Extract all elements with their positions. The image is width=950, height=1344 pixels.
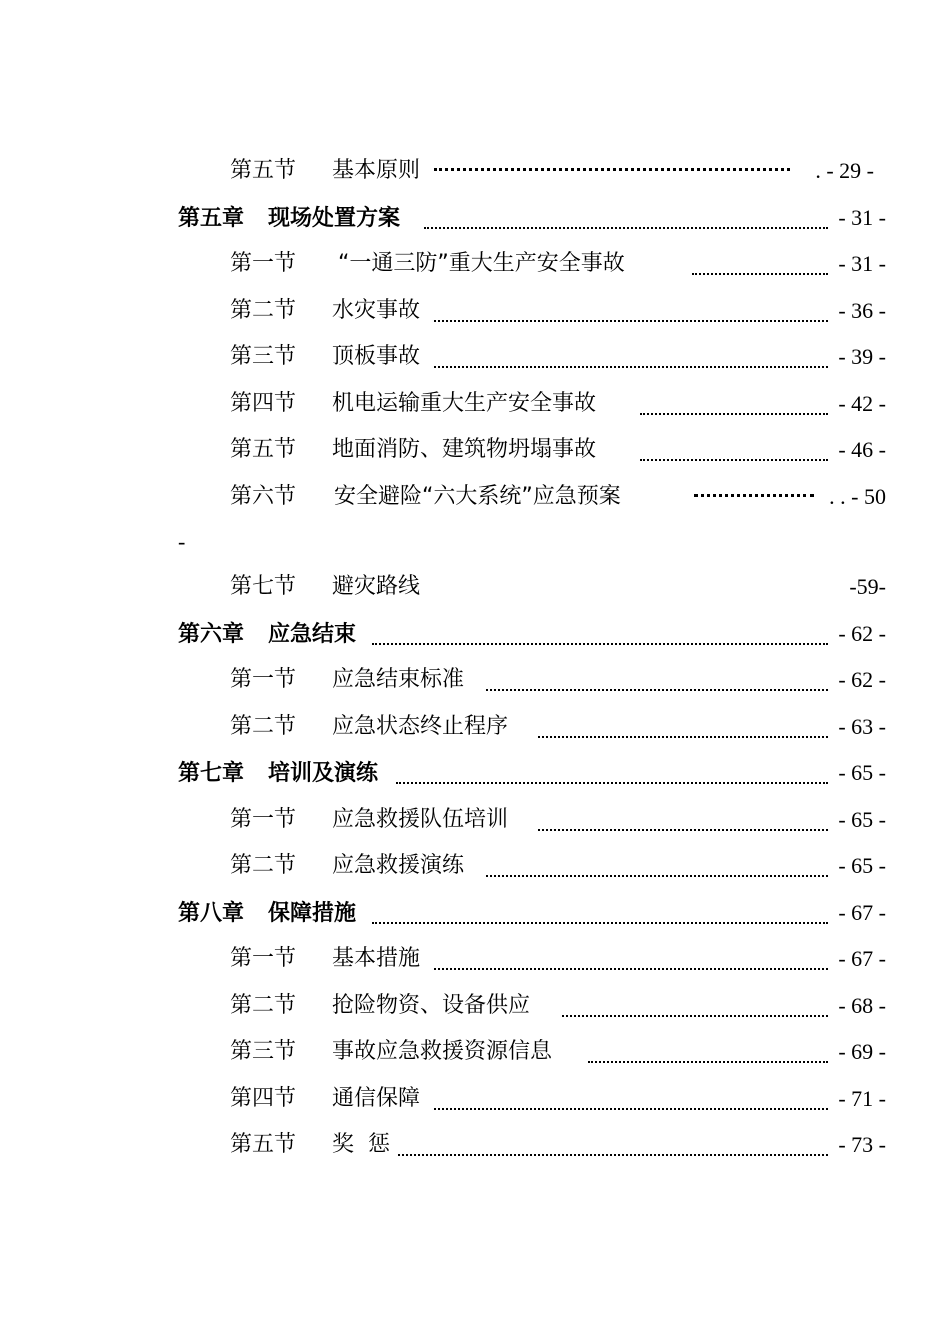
toc-section-title: 事故应急救援资源信息 bbox=[332, 1039, 553, 1065]
toc-section-number: 第一节 bbox=[230, 251, 297, 277]
toc-section-title: 通信保障 bbox=[332, 1085, 421, 1111]
toc-entry[interactable] bbox=[0, 1122, 950, 1169]
toc-page-number: . - 29 - bbox=[815, 158, 874, 184]
toc-section-number: 第二节 bbox=[230, 713, 297, 739]
toc-section-number: 第二节 bbox=[230, 297, 297, 323]
toc-section-title: 基本原则 bbox=[332, 158, 421, 184]
toc-page-number: -59- bbox=[849, 574, 886, 600]
toc-section-number: 第五节 bbox=[230, 158, 297, 184]
toc-leader bbox=[434, 366, 828, 368]
toc-leader bbox=[434, 1108, 828, 1110]
toc-entry[interactable] bbox=[0, 381, 950, 428]
toc-entry[interactable] bbox=[0, 334, 950, 381]
toc-entry[interactable] bbox=[0, 936, 950, 983]
table-of-contents bbox=[0, 148, 950, 1169]
toc-page-number: - 42 - bbox=[838, 390, 886, 416]
toc-entry[interactable] bbox=[0, 704, 950, 751]
toc-entry[interactable] bbox=[0, 427, 950, 474]
toc-leader bbox=[640, 413, 828, 415]
toc-leader bbox=[486, 689, 828, 691]
toc-section-title: 机电运输重大生产安全事故 bbox=[332, 390, 597, 416]
toc-section-title: “一通三防”重大生产安全事故 bbox=[338, 251, 625, 277]
toc-entry[interactable] bbox=[0, 148, 950, 195]
toc-page-number: - 65 - bbox=[838, 806, 886, 832]
toc-entry[interactable] bbox=[0, 890, 950, 937]
toc-section-number: 第三节 bbox=[230, 1039, 297, 1065]
toc-chapter-title: 保障措施 bbox=[268, 899, 357, 926]
toc-leader bbox=[434, 968, 828, 970]
toc-page-number: - 31 - bbox=[838, 251, 886, 277]
toc-leader bbox=[692, 273, 828, 275]
toc-entry[interactable] bbox=[0, 983, 950, 1030]
toc-section-title: 基本措施 bbox=[332, 946, 421, 972]
toc-entry-wrap bbox=[0, 520, 950, 564]
toc-section-title: 顶板事故 bbox=[332, 344, 421, 370]
toc-entry[interactable] bbox=[0, 564, 950, 611]
toc-leader bbox=[372, 643, 828, 645]
toc-entry[interactable] bbox=[0, 1076, 950, 1123]
toc-leader bbox=[588, 1061, 828, 1063]
toc-section-number: 第四节 bbox=[230, 390, 297, 416]
toc-section-title: 地面消防、建筑物坍塌事故 bbox=[332, 437, 597, 463]
toc-page-number: . . - 50 bbox=[829, 483, 886, 509]
toc-section-title: 水灾事故 bbox=[332, 297, 421, 323]
toc-page-number: - 67 - bbox=[838, 946, 886, 972]
toc-entry[interactable] bbox=[0, 797, 950, 844]
toc-chapter-number: 第五章 bbox=[178, 204, 245, 231]
toc-section-number: 第二节 bbox=[230, 992, 297, 1018]
toc-section-title: 安全避险“六大系统”应急预案 bbox=[334, 483, 621, 509]
toc-section-number: 第六节 bbox=[230, 483, 297, 509]
toc-section-title: 应急状态终止程序 bbox=[332, 713, 509, 739]
toc-section-number: 第四节 bbox=[230, 1085, 297, 1111]
toc-section-title: 应急救援演练 bbox=[332, 853, 465, 879]
toc-leader bbox=[640, 459, 828, 461]
toc-leader bbox=[396, 782, 828, 784]
toc-leader bbox=[486, 875, 828, 877]
toc-chapter-number: 第六章 bbox=[178, 620, 245, 647]
toc-section-title: 应急结束标准 bbox=[332, 667, 465, 693]
toc-page-number: - 31 - bbox=[838, 204, 886, 230]
toc-entry[interactable] bbox=[0, 843, 950, 890]
toc-entry[interactable] bbox=[0, 474, 950, 521]
toc-page-number: - 39 - bbox=[838, 344, 886, 370]
toc-chapter-number: 第七章 bbox=[178, 760, 245, 787]
toc-section-number: 第三节 bbox=[230, 344, 297, 370]
toc-page-number: - 73 - bbox=[838, 1132, 886, 1158]
toc-entry[interactable] bbox=[0, 195, 950, 242]
toc-entry[interactable] bbox=[0, 611, 950, 658]
toc-section-number: 第五节 bbox=[230, 437, 297, 463]
toc-section-title: 避灾路线 bbox=[332, 574, 421, 600]
toc-chapter-title: 培训及演练 bbox=[268, 760, 379, 787]
toc-chapter-title: 应急结束 bbox=[268, 620, 357, 647]
toc-section-number: 第二节 bbox=[230, 853, 297, 879]
toc-leader bbox=[538, 736, 828, 738]
toc-page-number: - 65 - bbox=[838, 760, 886, 786]
toc-leader bbox=[434, 320, 828, 322]
toc-entry[interactable] bbox=[0, 1029, 950, 1076]
toc-page-number: - 46 - bbox=[838, 437, 886, 463]
toc-page-number: - 63 - bbox=[838, 713, 886, 739]
toc-section-title: 抢险物资、设备供应 bbox=[332, 992, 531, 1018]
toc-page-number: - 71 - bbox=[838, 1085, 886, 1111]
toc-section-number: 第一节 bbox=[230, 946, 297, 972]
toc-leader bbox=[694, 494, 814, 497]
toc-leader bbox=[424, 227, 828, 229]
toc-section-number: 第七节 bbox=[230, 574, 297, 600]
toc-page-number: - 67 - bbox=[838, 899, 886, 925]
toc-leader bbox=[562, 1015, 828, 1017]
toc-section-title: 奖 惩 bbox=[332, 1132, 390, 1158]
toc-chapter-number: 第八章 bbox=[178, 899, 245, 926]
toc-section-number: 第一节 bbox=[230, 806, 297, 832]
toc-section-number: 第五节 bbox=[230, 1132, 297, 1158]
toc-section-number: 第一节 bbox=[230, 667, 297, 693]
toc-leader bbox=[434, 168, 790, 171]
toc-chapter-title: 现场处置方案 bbox=[268, 204, 401, 231]
toc-entry[interactable] bbox=[0, 750, 950, 797]
toc-page-number: - 65 - bbox=[838, 853, 886, 879]
toc-entry[interactable] bbox=[0, 657, 950, 704]
toc-page-number: - 36 - bbox=[838, 297, 886, 323]
toc-leader bbox=[538, 829, 828, 831]
toc-page-number-wrap: - bbox=[178, 529, 186, 554]
toc-entry[interactable] bbox=[0, 241, 950, 288]
toc-page-number: - 68 - bbox=[838, 992, 886, 1018]
toc-leader bbox=[398, 1154, 828, 1156]
toc-page-number: - 69 - bbox=[838, 1039, 886, 1065]
toc-page-number: - 62 - bbox=[838, 620, 886, 646]
toc-entry[interactable] bbox=[0, 288, 950, 335]
toc-section-title: 应急救援队伍培训 bbox=[332, 806, 509, 832]
toc-page-number: - 62 - bbox=[838, 667, 886, 693]
toc-leader bbox=[372, 922, 828, 924]
